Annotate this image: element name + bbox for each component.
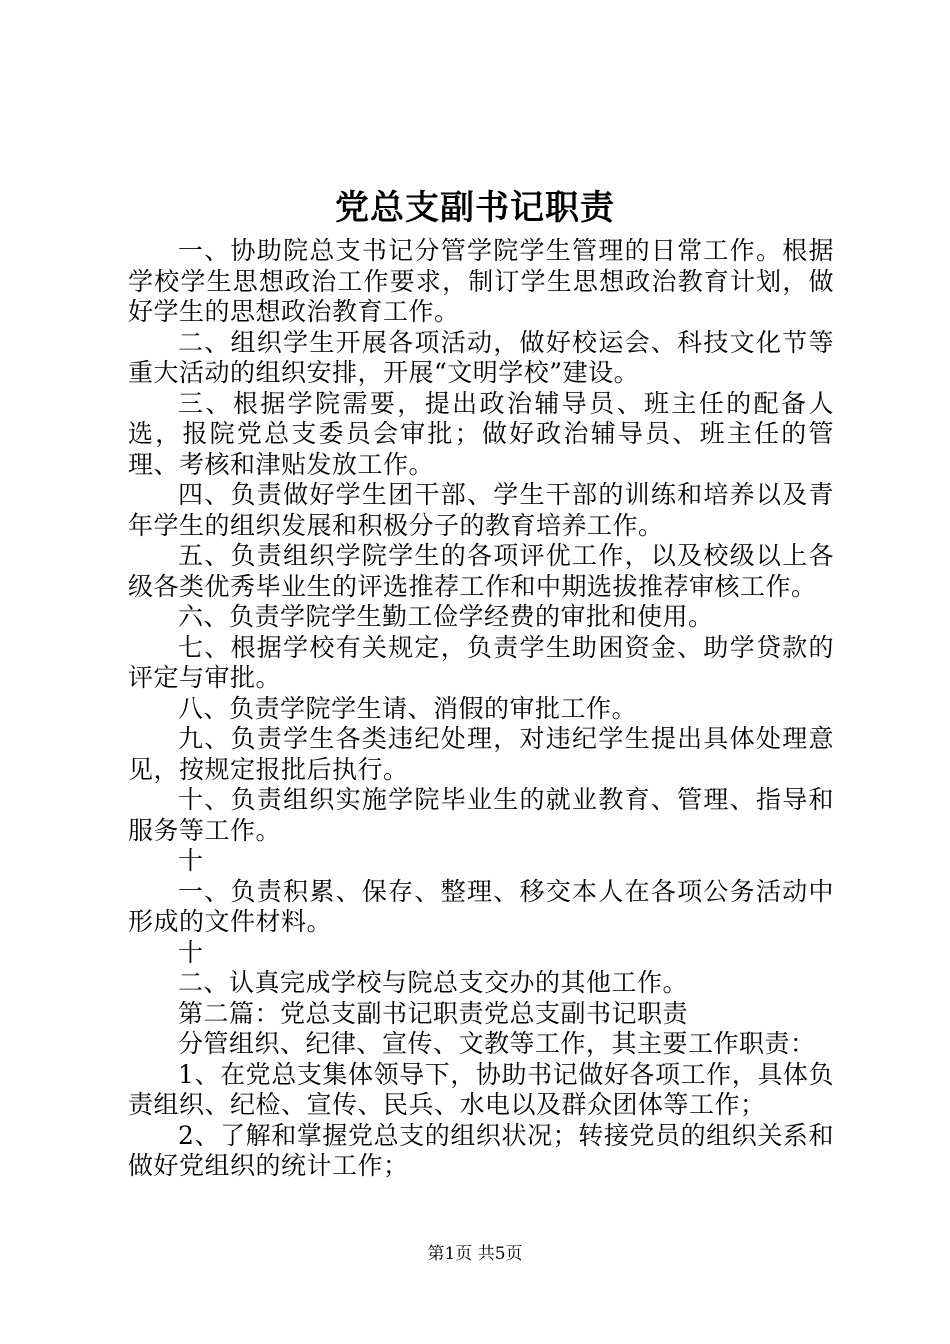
paragraph: 十、负责组织实施学院毕业生的就业教育、管理、指导和服务等工作。 <box>128 785 834 845</box>
document-body <box>128 236 834 1182</box>
paragraph: 一、负责积累、保存、整理、移交本人在各项公务活动中形成的文件材料。 <box>128 876 834 936</box>
paragraph: 1、在党总支集体领导下，协助书记做好各项工作，具体负责组织、纪检、宣传、民兵、水电以及群众团体等工作； <box>128 1059 834 1119</box>
paragraph: 二、组织学生开展各项活动，做好校运会、科技文化节等重大活动的组织安排，开展“文明学校”建设。 <box>128 327 834 387</box>
paragraph: 一、协助院总支书记分管学院学生管理的日常工作。根据学校学生思想政治工作要求，制订学生思想政治教育计划，做好学生的思想政治教育工作。 <box>128 236 834 326</box>
paragraph: 五、负责组织学院学生的各项评优工作，以及校级以上各级各类优秀毕业生的评选推荐工作和中期选拔推荐审核工作。 <box>128 541 834 601</box>
paragraph: 分管组织、纪律、宣传、文教等工作，其主要工作职责： <box>178 1029 816 1058</box>
paragraph: 2、了解和掌握党总支的组织状况；转接党员的组织关系和做好党组织的统计工作； <box>128 1120 834 1180</box>
document-title: 党总支副书记职责 <box>335 188 615 228</box>
page-number-footer: 第1页 共5页 <box>427 1244 523 1264</box>
paragraph: 十 <box>178 937 204 967</box>
paragraph: 四、负责做好学生团干部、学生干部的训练和培养以及青年学生的组织发展和积极分子的教育培养工作。 <box>128 480 834 540</box>
paragraph: 七、根据学校有关规定，负责学生助困资金、助学贷款的评定与审批。 <box>128 632 834 692</box>
paragraph: 二、认真完成学校与院总支交办的其他工作。 <box>178 968 689 997</box>
paragraph: 三、根据学院需要，提出政治辅导员、班主任的配备人选，报院党总支委员会审批；做好政治辅导员、班主任的管理、考核和津贴发放工作。 <box>128 388 834 479</box>
paragraph: 六、负责学院学生勤工俭学经费的审批和使用。 <box>178 602 714 631</box>
paragraph: 十 <box>178 846 204 875</box>
paragraph: 九、负责学生各类违纪处理，对违纪学生提出具体处理意见，按规定报批后执行。 <box>128 724 834 784</box>
paragraph: 八、负责学院学生请、消假的审批工作。 <box>178 693 638 723</box>
paragraph: 第二篇：党总支副书记职责党总支副书记职责 <box>178 998 689 1028</box>
